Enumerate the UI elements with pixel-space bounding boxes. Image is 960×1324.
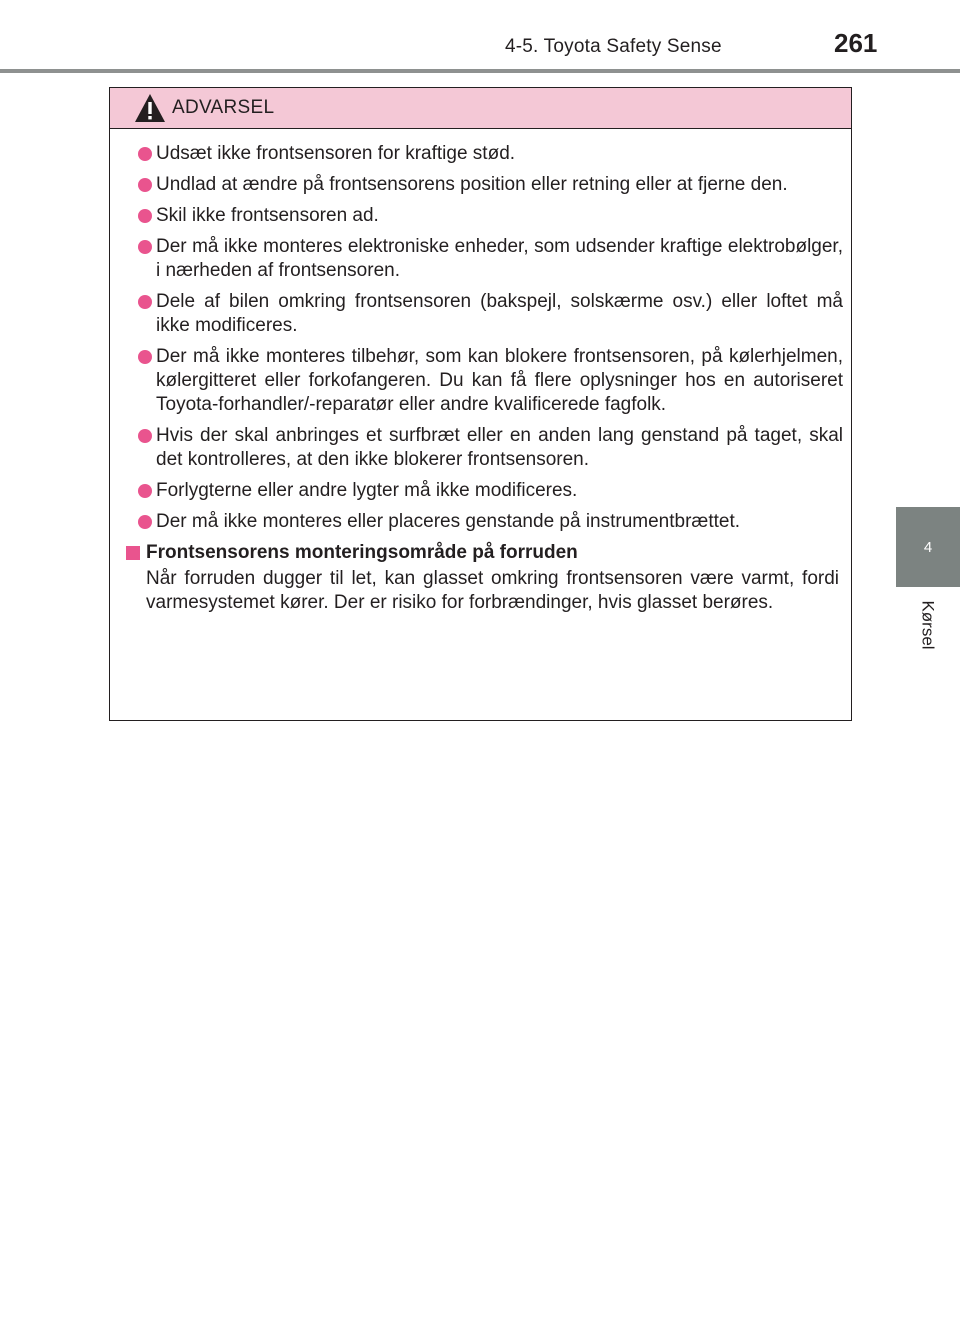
subheading-text: Frontsensorens monteringsområde på forruden xyxy=(146,542,578,563)
warning-bullet xyxy=(120,142,843,166)
chapter-tab-label-text: Kørsel xyxy=(919,600,938,650)
warning-body xyxy=(110,129,851,615)
bullet-dot-icon xyxy=(138,295,152,309)
bullet-dot-icon xyxy=(138,147,152,161)
warning-header xyxy=(110,88,851,129)
chapter-tab-number: 4 xyxy=(896,507,960,587)
warning-box xyxy=(109,87,852,721)
bullet-dot-icon xyxy=(138,515,152,529)
warning-bullet xyxy=(120,173,843,197)
header-rule xyxy=(0,69,960,73)
warning-bullet xyxy=(120,510,843,534)
bullet-text: Der må ikke monteres eller placeres genstande på instrumentbrættet. xyxy=(156,511,740,532)
warning-bullet xyxy=(120,424,843,472)
bullet-text: Der må ikke monteres elektroniske enheder, som udsender kraftige elektrobølger, i nærheden af frontsensoren. xyxy=(156,236,843,281)
warning-title: ADVARSEL xyxy=(172,97,275,118)
bullet-text: Forlygterne eller andre lygter må ikke modificeres. xyxy=(156,480,578,501)
bullet-dot-icon xyxy=(138,240,152,254)
section-subheading xyxy=(120,541,843,565)
section-paragraph: Når forruden dugger til let, kan glasset omkring frontsensoren være varmt, fordi varmesystemet kører. Der er risiko for forbrændinger, hvis glasset berøres. xyxy=(146,568,839,613)
bullet-text: Udsæt ikke frontsensoren for kraftige stød. xyxy=(156,143,516,164)
square-marker-icon xyxy=(126,546,140,560)
chapter-tab-label xyxy=(896,590,960,660)
warning-bullet xyxy=(120,345,843,417)
bullet-text: Undlad at ændre på frontsensorens position eller retning eller at fjerne den. xyxy=(156,174,788,195)
bullet-dot-icon xyxy=(138,209,152,223)
bullet-dot-icon xyxy=(138,178,152,192)
running-header-section: 4-5. Toyota Safety Sense xyxy=(505,36,722,57)
bullet-dot-icon xyxy=(138,429,152,443)
bullet-text: Der må ikke monteres tilbehør, som kan blokere frontsensoren, på kølerhjelmen, kølergitteret eller forkofangeren. Du kan få flere oplysninger hos en autoriseret Toyota-forhandler/-reparatør eller andre kvalificerede fagfolk. xyxy=(156,346,843,415)
bullet-text: Skil ikke frontsensoren ad. xyxy=(156,205,379,226)
page-number: 261 xyxy=(834,28,878,58)
warning-bullet xyxy=(120,204,843,228)
bullet-dot-icon xyxy=(138,484,152,498)
warning-bullet xyxy=(120,479,843,503)
warning-bullet xyxy=(120,235,843,283)
warning-triangle-icon xyxy=(134,93,166,123)
warning-bullet xyxy=(120,290,843,338)
bullet-text: Hvis der skal anbringes et surfbræt eller en anden lang genstand på taget, skal det kontrolleres, at den ikke blokerer frontsensoren. xyxy=(156,425,843,470)
bullet-text: Dele af bilen omkring frontsensoren (bakspejl, solskærme osv.) eller loftet må ikke modificeres. xyxy=(156,291,843,336)
bullet-dot-icon xyxy=(138,350,152,364)
